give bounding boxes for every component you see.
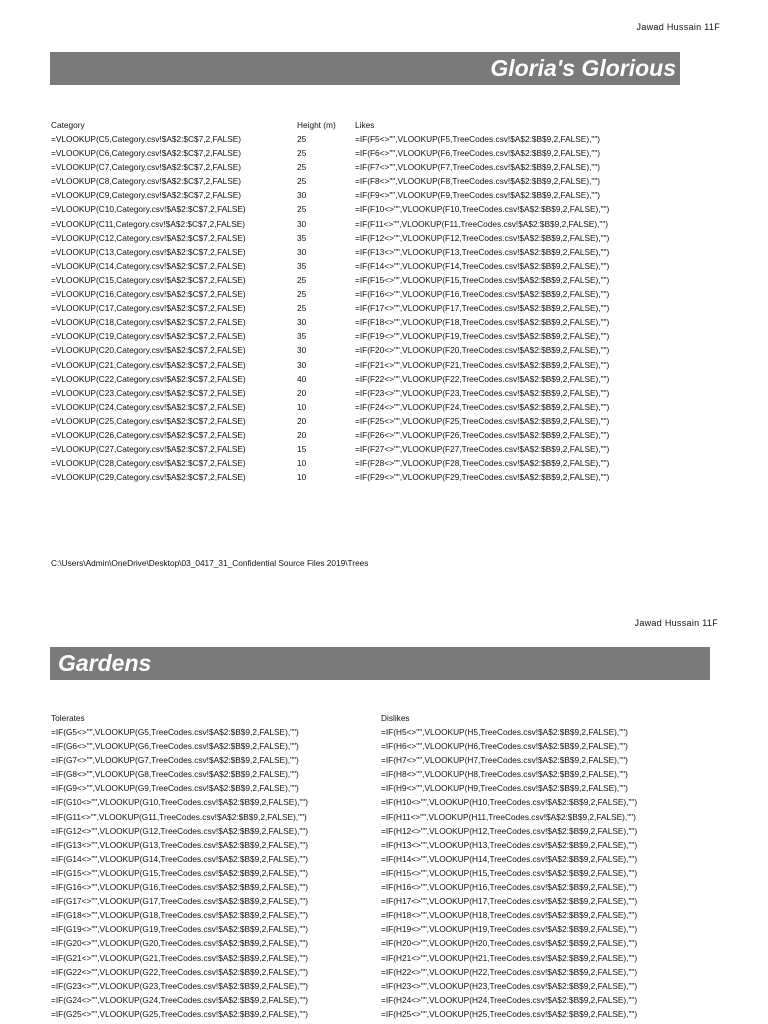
height-cell: 35 — [297, 260, 307, 271]
category-cell: =VLOOKUP(C23,Category.csv!$A$2:$C$7,2,FALSE) — [51, 387, 246, 398]
category-cell: =VLOOKUP(C11,Category.csv!$A$2:$C$7,2,FALSE) — [51, 218, 246, 229]
author-label: Jawad Hussain 11F — [636, 22, 720, 32]
dislikes-cell: =IF(H6<>"",VLOOKUP(H6,TreeCodes.csv!$A$2:$B$9,2,FALSE),"") — [381, 741, 628, 752]
category-cell: =VLOOKUP(C12,Category.csv!$A$2:$C$7,2,FALSE) — [51, 232, 246, 243]
height-cell: 30 — [297, 218, 307, 229]
dislikes-cell: =IF(H9<>"",VLOOKUP(H9,TreeCodes.csv!$A$2:$B$9,2,FALSE),"") — [381, 783, 628, 794]
likes-cell: =IF(F21<>"",VLOOKUP(F21,TreeCodes.csv!$A$2:$B$9,2,FALSE),"") — [355, 359, 610, 370]
dislikes-cell: =IF(H5<>"",VLOOKUP(H5,TreeCodes.csv!$A$2:$B$9,2,FALSE),"") — [381, 727, 628, 737]
category-cell: =VLOOKUP(C13,Category.csv!$A$2:$C$7,2,FALSE) — [51, 246, 246, 257]
likes-cell: =IF(F11<>"",VLOOKUP(F11,TreeCodes.csv!$A$2:$B$9,2,FALSE),"") — [355, 218, 609, 229]
likes-cell: =IF(F16<>"",VLOOKUP(F16,TreeCodes.csv!$A$2:$B$9,2,FALSE),"") — [355, 289, 610, 300]
tolerates-cell: =IF(G17<>"",VLOOKUP(G17,TreeCodes.csv!$A$2:$B$9,2,FALSE),"") — [51, 896, 309, 907]
tolerates-cell: =IF(G23<>"",VLOOKUP(G23,TreeCodes.csv!$A$2:$B$9,2,FALSE),"") — [51, 980, 309, 991]
tolerates-cell: =IF(G15<>"",VLOOKUP(G15,TreeCodes.csv!$A$2:$B$9,2,FALSE),"") — [51, 867, 309, 878]
height-cell: 10 — [297, 472, 307, 483]
dislikes-column — [381, 711, 637, 1021]
category-cell: =VLOOKUP(C7,Category.csv!$A$2:$C$7,2,FALSE) — [51, 162, 242, 173]
likes-cell: =IF(F9<>"",VLOOKUP(F9,TreeCodes.csv!$A$2:$B$9,2,FALSE),"") — [355, 190, 601, 201]
likes-cell: =IF(F28<>"",VLOOKUP(F28,TreeCodes.csv!$A$2:$B$9,2,FALSE),"") — [355, 458, 610, 469]
dislikes-cell: =IF(H24<>"",VLOOKUP(H24,TreeCodes.csv!$A$2:$B$9,2,FALSE),"") — [381, 994, 638, 1005]
category-cell: =VLOOKUP(C9,Category.csv!$A$2:$C$7,2,FALSE) — [51, 190, 242, 201]
height-cell: 35 — [297, 331, 307, 342]
height-cell: 25 — [297, 134, 307, 144]
tolerates-cell: =IF(G12<>"",VLOOKUP(G12,TreeCodes.csv!$A$2:$B$9,2,FALSE),"") — [51, 825, 309, 836]
category-cell: =VLOOKUP(C29,Category.csv!$A$2:$C$7,2,FALSE) — [51, 472, 246, 483]
likes-cell: =IF(F5<>"",VLOOKUP(F5,TreeCodes.csv!$A$2:$B$9,2,FALSE),"") — [355, 134, 601, 144]
likes-cell: =IF(F20<>"",VLOOKUP(F20,TreeCodes.csv!$A$2:$B$9,2,FALSE),"") — [355, 345, 610, 356]
category-cell: =VLOOKUP(C10,Category.csv!$A$2:$C$7,2,FALSE) — [51, 204, 246, 215]
category-cell: =VLOOKUP(C17,Category.csv!$A$2:$C$7,2,FALSE) — [51, 303, 246, 314]
height-cell: 30 — [297, 345, 307, 356]
likes-cell: =IF(F15<>"",VLOOKUP(F15,TreeCodes.csv!$A$2:$B$9,2,FALSE),"") — [355, 274, 610, 285]
tolerates-cell: =IF(G21<>"",VLOOKUP(G21,TreeCodes.csv!$A$2:$B$9,2,FALSE),"") — [51, 952, 309, 963]
file-path: C:\Users\Admin\OneDrive\Desktop\03_0417_31_Confidential Source Files 2019\Trees — [51, 558, 369, 568]
likes-cell: =IF(F13<>"",VLOOKUP(F13,TreeCodes.csv!$A$2:$B$9,2,FALSE),"") — [355, 246, 610, 257]
likes-cell: =IF(F27<>"",VLOOKUP(F27,TreeCodes.csv!$A$2:$B$9,2,FALSE),"") — [355, 444, 610, 455]
height-cell: 30 — [297, 317, 307, 328]
likes-cell: =IF(F22<>"",VLOOKUP(F22,TreeCodes.csv!$A$2:$B$9,2,FALSE),"") — [355, 373, 610, 384]
height-cell: 25 — [297, 303, 307, 314]
tolerates-cell: =IF(G6<>"",VLOOKUP(G6,TreeCodes.csv!$A$2:$B$9,2,FALSE),"") — [51, 741, 299, 752]
category-header: Category — [51, 120, 85, 130]
likes-column — [355, 118, 609, 484]
height-cell: 10 — [297, 458, 307, 469]
category-cell: =VLOOKUP(C14,Category.csv!$A$2:$C$7,2,FALSE) — [51, 260, 246, 271]
dislikes-cell: =IF(H22<>"",VLOOKUP(H22,TreeCodes.csv!$A$2:$B$9,2,FALSE),"") — [381, 966, 638, 977]
likes-cell: =IF(F23<>"",VLOOKUP(F23,TreeCodes.csv!$A$2:$B$9,2,FALSE),"") — [355, 387, 610, 398]
height-cell: 30 — [297, 246, 307, 257]
category-cell: =VLOOKUP(C27,Category.csv!$A$2:$C$7,2,FALSE) — [51, 444, 246, 455]
height-cell: 15 — [297, 444, 307, 455]
tolerates-cell: =IF(G5<>"",VLOOKUP(G5,TreeCodes.csv!$A$2:$B$9,2,FALSE),"") — [51, 727, 299, 737]
likes-cell: =IF(F14<>"",VLOOKUP(F14,TreeCodes.csv!$A$2:$B$9,2,FALSE),"") — [355, 260, 610, 271]
dislikes-cell: =IF(H7<>"",VLOOKUP(H7,TreeCodes.csv!$A$2:$B$9,2,FALSE),"") — [381, 755, 628, 766]
category-cell: =VLOOKUP(C6,Category.csv!$A$2:$C$7,2,FALSE) — [51, 148, 242, 159]
category-cell: =VLOOKUP(C28,Category.csv!$A$2:$C$7,2,FALSE) — [51, 458, 246, 469]
likes-cell: =IF(F29<>"",VLOOKUP(F29,TreeCodes.csv!$A$2:$B$9,2,FALSE),"") — [355, 472, 610, 483]
category-cell: =VLOOKUP(C21,Category.csv!$A$2:$C$7,2,FALSE) — [51, 359, 246, 370]
author-label: Jawad Hussain 11F — [634, 618, 718, 628]
likes-cell: =IF(F6<>"",VLOOKUP(F6,TreeCodes.csv!$A$2:$B$9,2,FALSE),"") — [355, 148, 601, 159]
category-cell: =VLOOKUP(C19,Category.csv!$A$2:$C$7,2,FALSE) — [51, 331, 246, 342]
dislikes-cell: =IF(H10<>"",VLOOKUP(H10,TreeCodes.csv!$A$2:$B$9,2,FALSE),"") — [381, 797, 638, 808]
likes-cell: =IF(F8<>"",VLOOKUP(F8,TreeCodes.csv!$A$2:$B$9,2,FALSE),"") — [355, 176, 601, 187]
tolerates-cell: =IF(G19<>"",VLOOKUP(G19,TreeCodes.csv!$A$2:$B$9,2,FALSE),"") — [51, 924, 309, 935]
likes-cell: =IF(F10<>"",VLOOKUP(F10,TreeCodes.csv!$A$2:$B$9,2,FALSE),"") — [355, 204, 610, 215]
height-cell: 10 — [297, 401, 307, 412]
tolerates-cell: =IF(G10<>"",VLOOKUP(G10,TreeCodes.csv!$A$2:$B$9,2,FALSE),"") — [51, 797, 309, 808]
tolerates-cell: =IF(G9<>"",VLOOKUP(G9,TreeCodes.csv!$A$2:$B$9,2,FALSE),"") — [51, 783, 299, 794]
tolerates-cell: =IF(G18<>"",VLOOKUP(G18,TreeCodes.csv!$A$2:$B$9,2,FALSE),"") — [51, 910, 309, 921]
dislikes-cell: =IF(H25<>"",VLOOKUP(H25,TreeCodes.csv!$A$2:$B$9,2,FALSE),"") — [381, 1008, 638, 1019]
likes-cell: =IF(F19<>"",VLOOKUP(F19,TreeCodes.csv!$A$2:$B$9,2,FALSE),"") — [355, 331, 610, 342]
dislikes-cell: =IF(H18<>"",VLOOKUP(H18,TreeCodes.csv!$A$2:$B$9,2,FALSE),"") — [381, 910, 638, 921]
dislikes-cell: =IF(H16<>"",VLOOKUP(H16,TreeCodes.csv!$A$2:$B$9,2,FALSE),"") — [381, 882, 638, 893]
likes-cell: =IF(F26<>"",VLOOKUP(F26,TreeCodes.csv!$A$2:$B$9,2,FALSE),"") — [355, 429, 610, 440]
tolerates-cell: =IF(G25<>"",VLOOKUP(G25,TreeCodes.csv!$A$2:$B$9,2,FALSE),"") — [51, 1008, 309, 1019]
category-cell: =VLOOKUP(C20,Category.csv!$A$2:$C$7,2,FALSE) — [51, 345, 246, 356]
tolerates-cell: =IF(G11<>"",VLOOKUP(G11,TreeCodes.csv!$A$2:$B$9,2,FALSE),"") — [51, 811, 307, 822]
page-two — [0, 600, 768, 1024]
height-cell: 40 — [297, 373, 307, 384]
tolerates-cell: =IF(G22<>"",VLOOKUP(G22,TreeCodes.csv!$A$2:$B$9,2,FALSE),"") — [51, 966, 309, 977]
category-cell: =VLOOKUP(C25,Category.csv!$A$2:$C$7,2,FALSE) — [51, 415, 246, 426]
title-banner: Gloria's Glorious — [50, 52, 680, 85]
height-column — [297, 118, 336, 484]
height-cell: 25 — [297, 176, 307, 187]
height-cell: 30 — [297, 359, 307, 370]
likes-cell: =IF(F18<>"",VLOOKUP(F18,TreeCodes.csv!$A$2:$B$9,2,FALSE),"") — [355, 317, 610, 328]
height-cell: 25 — [297, 274, 307, 285]
category-cell: =VLOOKUP(C8,Category.csv!$A$2:$C$7,2,FALSE) — [51, 176, 242, 187]
height-cell: 35 — [297, 232, 307, 243]
height-cell: 25 — [297, 204, 307, 215]
dislikes-header: Dislikes — [381, 713, 410, 723]
likes-cell: =IF(F7<>"",VLOOKUP(F7,TreeCodes.csv!$A$2:$B$9,2,FALSE),"") — [355, 162, 601, 173]
height-cell: 25 — [297, 148, 307, 159]
dislikes-cell: =IF(H12<>"",VLOOKUP(H12,TreeCodes.csv!$A$2:$B$9,2,FALSE),"") — [381, 825, 638, 836]
category-cell: =VLOOKUP(C5,Category.csv!$A$2:$C$7,2,FALSE) — [51, 134, 242, 144]
dislikes-cell: =IF(H20<>"",VLOOKUP(H20,TreeCodes.csv!$A$2:$B$9,2,FALSE),"") — [381, 938, 638, 949]
height-cell: 20 — [297, 429, 307, 440]
category-cell: =VLOOKUP(C18,Category.csv!$A$2:$C$7,2,FALSE) — [51, 317, 246, 328]
category-cell: =VLOOKUP(C24,Category.csv!$A$2:$C$7,2,FALSE) — [51, 401, 246, 412]
category-column — [51, 118, 246, 484]
category-cell: =VLOOKUP(C16,Category.csv!$A$2:$C$7,2,FALSE) — [51, 289, 246, 300]
tolerates-cell: =IF(G7<>"",VLOOKUP(G7,TreeCodes.csv!$A$2:$B$9,2,FALSE),"") — [51, 755, 299, 766]
dislikes-cell: =IF(H19<>"",VLOOKUP(H19,TreeCodes.csv!$A$2:$B$9,2,FALSE),"") — [381, 924, 638, 935]
dislikes-cell: =IF(H15<>"",VLOOKUP(H15,TreeCodes.csv!$A$2:$B$9,2,FALSE),"") — [381, 867, 638, 878]
title-banner: Gardens — [50, 647, 710, 680]
dislikes-cell: =IF(H13<>"",VLOOKUP(H13,TreeCodes.csv!$A$2:$B$9,2,FALSE),"") — [381, 839, 638, 850]
dislikes-cell: =IF(H11<>"",VLOOKUP(H11,TreeCodes.csv!$A$2:$B$9,2,FALSE),"") — [381, 811, 636, 822]
dislikes-cell: =IF(H8<>"",VLOOKUP(H8,TreeCodes.csv!$A$2:$B$9,2,FALSE),"") — [381, 769, 628, 780]
height-cell: 20 — [297, 415, 307, 426]
likes-cell: =IF(F12<>"",VLOOKUP(F12,TreeCodes.csv!$A$2:$B$9,2,FALSE),"") — [355, 232, 610, 243]
dislikes-cell: =IF(H21<>"",VLOOKUP(H21,TreeCodes.csv!$A$2:$B$9,2,FALSE),"") — [381, 952, 638, 963]
dislikes-cell: =IF(H23<>"",VLOOKUP(H23,TreeCodes.csv!$A$2:$B$9,2,FALSE),"") — [381, 980, 638, 991]
height-cell: 25 — [297, 289, 307, 300]
tolerates-cell: =IF(G20<>"",VLOOKUP(G20,TreeCodes.csv!$A$2:$B$9,2,FALSE),"") — [51, 938, 309, 949]
tolerates-cell: =IF(G13<>"",VLOOKUP(G13,TreeCodes.csv!$A$2:$B$9,2,FALSE),"") — [51, 839, 309, 850]
tolerates-cell: =IF(G8<>"",VLOOKUP(G8,TreeCodes.csv!$A$2:$B$9,2,FALSE),"") — [51, 769, 299, 780]
height-cell: 20 — [297, 387, 307, 398]
likes-cell: =IF(F25<>"",VLOOKUP(F25,TreeCodes.csv!$A$2:$B$9,2,FALSE),"") — [355, 415, 610, 426]
tolerates-header: Tolerates — [51, 713, 85, 723]
likes-cell: =IF(F24<>"",VLOOKUP(F24,TreeCodes.csv!$A$2:$B$9,2,FALSE),"") — [355, 401, 610, 412]
height-header: Height (m) — [297, 120, 336, 130]
likes-cell: =IF(F17<>"",VLOOKUP(F17,TreeCodes.csv!$A$2:$B$9,2,FALSE),"") — [355, 303, 610, 314]
height-cell: 25 — [297, 162, 307, 173]
tolerates-column — [51, 711, 308, 1021]
category-cell: =VLOOKUP(C15,Category.csv!$A$2:$C$7,2,FALSE) — [51, 274, 246, 285]
tolerates-cell: =IF(G16<>"",VLOOKUP(G16,TreeCodes.csv!$A$2:$B$9,2,FALSE),"") — [51, 882, 309, 893]
category-cell: =VLOOKUP(C22,Category.csv!$A$2:$C$7,2,FALSE) — [51, 373, 246, 384]
tolerates-cell: =IF(G14<>"",VLOOKUP(G14,TreeCodes.csv!$A$2:$B$9,2,FALSE),"") — [51, 853, 309, 864]
likes-header: Likes — [355, 120, 375, 130]
dislikes-cell: =IF(H17<>"",VLOOKUP(H17,TreeCodes.csv!$A$2:$B$9,2,FALSE),"") — [381, 896, 638, 907]
dislikes-cell: =IF(H14<>"",VLOOKUP(H14,TreeCodes.csv!$A$2:$B$9,2,FALSE),"") — [381, 853, 638, 864]
height-cell: 30 — [297, 190, 307, 201]
category-cell: =VLOOKUP(C26,Category.csv!$A$2:$C$7,2,FALSE) — [51, 429, 246, 440]
tolerates-cell: =IF(G24<>"",VLOOKUP(G24,TreeCodes.csv!$A$2:$B$9,2,FALSE),"") — [51, 994, 309, 1005]
